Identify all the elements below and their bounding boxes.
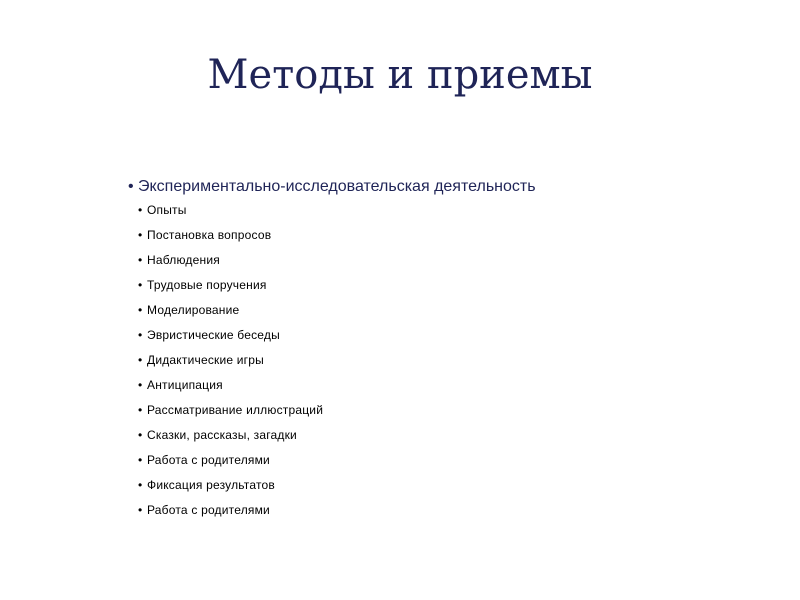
slide-title: Методы и приемы	[207, 52, 593, 98]
sub-list-item-label: Постановка вопросов	[147, 228, 272, 242]
sub-list-item	[138, 398, 536, 423]
bullet-icon: •	[138, 353, 143, 367]
sub-list-item-label: Эвристические беседы	[147, 328, 280, 342]
sub-list-item	[138, 298, 536, 323]
sub-list-item	[138, 423, 536, 448]
sub-list-item-label: Антиципация	[147, 378, 223, 392]
sub-list-item	[138, 473, 536, 498]
bullet-icon: •	[138, 478, 143, 492]
bullet-icon: •	[138, 303, 143, 317]
bullet-icon: •	[138, 403, 143, 417]
bullet-icon: •	[138, 378, 143, 392]
bullet-icon: •	[138, 253, 143, 267]
sub-list-item-label: Наблюдения	[147, 253, 220, 267]
sub-list-item	[138, 373, 536, 398]
bullet-icon: •	[138, 453, 143, 467]
sub-list-item	[138, 273, 536, 298]
sub-list-item-label: Трудовые поручения	[147, 278, 267, 292]
bullet-icon: •	[128, 178, 134, 195]
bullet-icon: •	[138, 503, 143, 517]
bullet-icon: •	[138, 278, 143, 292]
sub-list-item	[138, 248, 536, 273]
sub-list-item	[138, 223, 536, 248]
sub-list-item	[138, 448, 536, 473]
sub-list-item-label: Дидактические игры	[147, 353, 264, 367]
sub-list-item-label: Опыты	[147, 203, 187, 217]
sub-list-item	[138, 323, 536, 348]
sub-list	[128, 198, 536, 523]
sub-list-item-label: Моделирование	[147, 303, 240, 317]
sub-list-item-label: Сказки, рассказы, загадки	[147, 428, 297, 442]
content-area	[128, 176, 536, 523]
sub-list-item-label: Работа с родителями	[147, 453, 270, 467]
bullet-icon: •	[138, 203, 143, 217]
sub-list-item-label: Рассматривание иллюстраций	[147, 403, 324, 417]
bullet-icon: •	[138, 328, 143, 342]
main-list-item	[128, 176, 536, 198]
sub-list-item	[138, 198, 536, 223]
sub-list-item-label: Фиксация результатов	[147, 478, 275, 492]
bullet-icon: •	[138, 428, 143, 442]
main-list-item-label: Экспериментально-исследовательская деятельность	[138, 178, 536, 195]
sub-list-item	[138, 498, 536, 523]
sub-list-item	[138, 348, 536, 373]
bullet-icon: •	[138, 228, 143, 242]
sub-list-item-label: Работа с родителями	[147, 503, 270, 517]
